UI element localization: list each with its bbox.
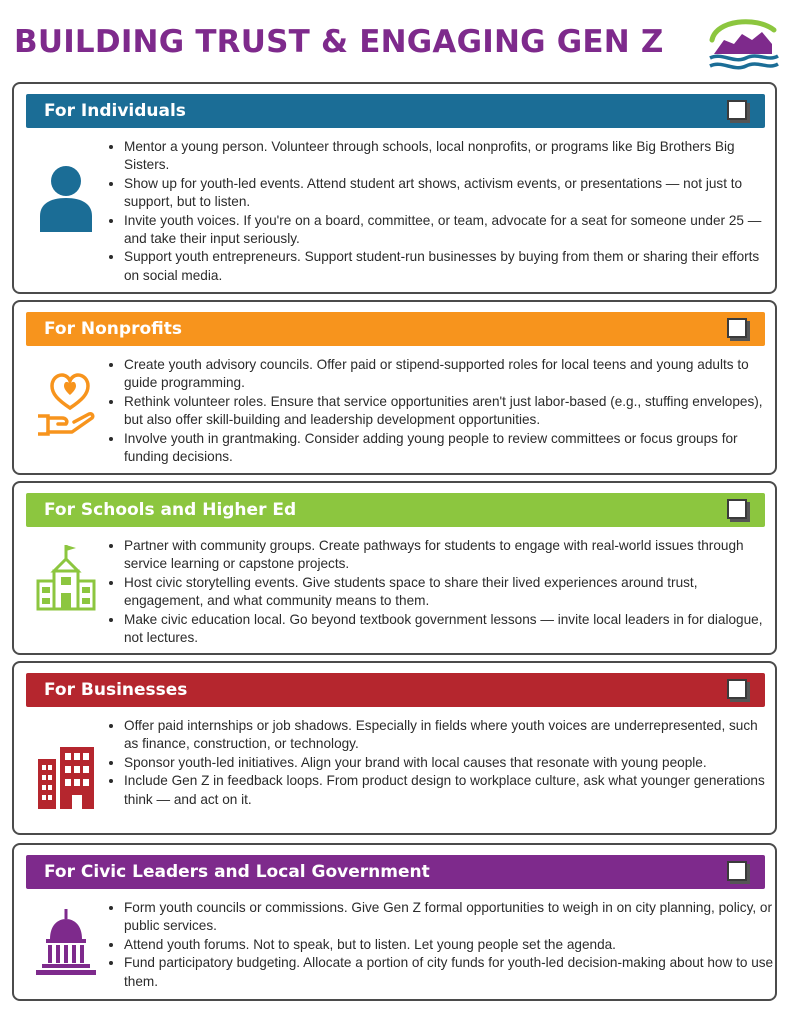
section-heading: For Schools and Higher Ed <box>44 500 297 520</box>
list-item: • Make civic education local. Go beyond textbook government lessons — invite local leaders in for dialogue, not lectures. <box>124 611 774 648</box>
section-nonprofits <box>12 300 777 475</box>
list-item: • Partner with community groups. Create pathways for students to engage with real-world issues through service learning or capstone projects. <box>124 537 774 574</box>
capitol-icon <box>34 907 98 979</box>
list-item: • Include Gen Z in feedback loops. From product design to workplace culture, ask what younger generations think — and act on it. <box>124 772 774 809</box>
list-item: • Attend youth forums. Not to speak, but to listen. Let young people set the agenda. <box>124 936 774 954</box>
section-civic <box>12 843 777 1001</box>
heart-in-hand-icon <box>34 368 98 440</box>
section-header <box>26 94 765 128</box>
section-individuals <box>12 82 777 294</box>
list-item: • Support youth entrepreneurs. Support student-run businesses by buying from them or sharing their efforts on social media. <box>124 248 774 285</box>
bullet-list <box>106 899 774 991</box>
section-heading: For Civic Leaders and Local Government <box>44 862 430 882</box>
section-header <box>26 673 765 707</box>
checkbox[interactable] <box>727 679 747 699</box>
school-building-icon <box>34 541 98 613</box>
checkbox[interactable] <box>727 499 747 519</box>
section-schools <box>12 481 777 655</box>
section-heading: For Individuals <box>44 101 186 121</box>
list-item: • Show up for youth-led events. Attend student art shows, activism events, or presentations — not just to support, but to listen. <box>124 175 774 212</box>
list-item: • Create youth advisory councils. Offer paid or stipend-supported roles for local teens and young adults to guide programming. <box>124 356 774 393</box>
bullet-list <box>106 537 774 647</box>
section-heading: For Businesses <box>44 680 188 700</box>
list-item: • Sponsor youth-led initiatives. Align your brand with local causes that resonate with young people. <box>124 754 774 772</box>
list-item: • Mentor a young person. Volunteer through schools, local nonprofits, or programs like Big Brothers Big Sisters. <box>124 138 774 175</box>
section-businesses <box>12 661 777 835</box>
section-header <box>26 312 765 346</box>
list-item: • Form youth councils or commissions. Give Gen Z formal opportunities to weigh in on city planning, policy, or public services. <box>124 899 774 936</box>
checkbox[interactable] <box>727 100 747 120</box>
checkbox[interactable] <box>727 861 747 881</box>
checkbox[interactable] <box>727 318 747 338</box>
person-icon <box>34 162 98 234</box>
list-item: • Host civic storytelling events. Give students space to share their lived experiences around trust, engagement, and what community means to them. <box>124 574 774 611</box>
bullet-list <box>106 717 774 809</box>
logo-icon <box>706 14 780 74</box>
list-item: • Rethink volunteer roles. Ensure that service opportunities aren't just labor-based (e.g., stuffing envelopes), but also offer skill-building and leadership development opportunities. <box>124 393 774 430</box>
section-header <box>26 855 765 889</box>
bullet-list <box>106 356 774 466</box>
list-item: • Invite youth voices. If you're on a board, committee, or team, advocate for a seat for someone under 25 — and take their input seriously. <box>124 212 774 249</box>
list-item: • Offer paid internships or job shadows. Especially in fields where youth voices are underrepresented, such as finance, construction, or technology. <box>124 717 774 754</box>
list-item: • Fund participatory budgeting. Allocate a portion of city funds for youth-led decision-making about how to use them. <box>124 954 774 991</box>
list-item: • Involve youth in grantmaking. Consider adding young people to review committees or focus groups for funding decisions. <box>124 430 774 467</box>
bullet-list <box>106 138 774 285</box>
section-heading: For Nonprofits <box>44 319 182 339</box>
office-buildings-icon <box>34 741 98 813</box>
page-title: BUILDING TRUST & ENGAGING GEN Z <box>14 24 664 60</box>
section-header <box>26 493 765 527</box>
